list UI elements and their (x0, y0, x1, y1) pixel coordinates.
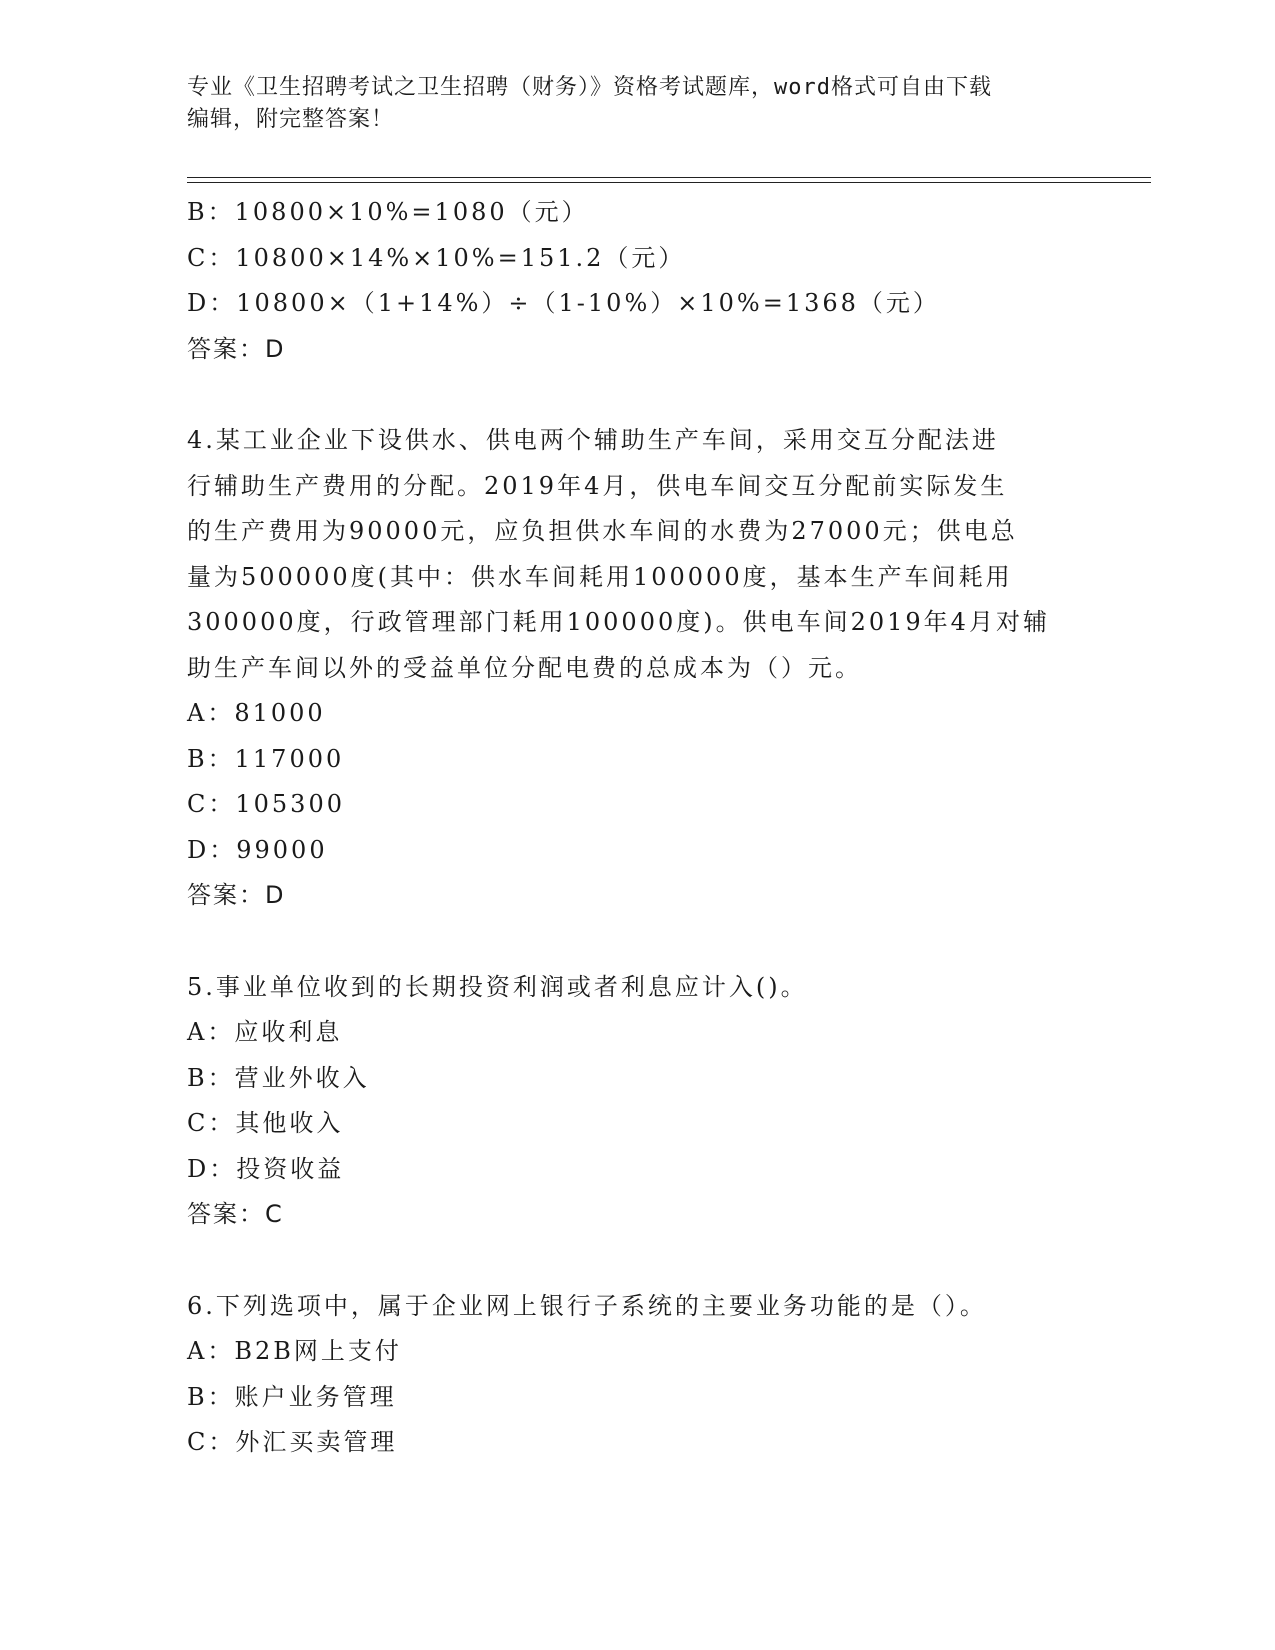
question-stem-line: 行辅助生产费用的分配。2019年4月，供电车间交互分配前实际发生 (187, 471, 1008, 500)
header-line-2: 编辑，附完整答案！ (187, 107, 395, 132)
option-c: C：105300 (187, 790, 345, 818)
question-4 (187, 418, 1087, 919)
answer: 答案：D (187, 334, 286, 363)
option-b: B：10800×10%=1080（元） (187, 198, 589, 226)
spacer (187, 1238, 1087, 1284)
option-d: D：99000 (187, 835, 328, 864)
question-stem-line: 300000度，行政管理部门耗用100000度)。供电车间2019年4月对辅 (187, 608, 1050, 636)
header-divider-top (187, 177, 1151, 178)
question-3-tail (187, 190, 1087, 372)
header-divider-bottom (187, 182, 1151, 183)
option-a: A：B2B网上支付 (187, 1337, 402, 1365)
option-a: A：81000 (187, 699, 326, 727)
question-stem-line: 助生产车间以外的受益单位分配电费的总成本为（）元。 (187, 653, 862, 682)
question-stem-line: 的生产费用为90000元，应负担供水车间的水费为27000元；供电总 (187, 517, 1018, 545)
option-b: B：营业外收入 (187, 1063, 370, 1092)
answer: 答案：C (187, 1200, 284, 1228)
option-d: D：投资收益 (187, 1154, 345, 1183)
document-header (187, 72, 1087, 136)
question-content (187, 190, 1087, 1466)
spacer (187, 372, 1087, 418)
question-5 (187, 965, 1087, 1238)
question-stem: 5.事业单位收到的长期投资利润或者利息应计入()。 (187, 972, 808, 1001)
answer: 答案：D (187, 881, 286, 909)
question-stem-line: 量为500000度(其中：供水车间耗用100000度，基本生产车间耗用 (187, 562, 1013, 591)
option-c: C：外汇买卖管理 (187, 1428, 398, 1456)
spacer (187, 919, 1087, 965)
option-b: B：账户业务管理 (187, 1382, 397, 1411)
option-d: D：10800×（1+14%）÷（1-10%）×10%=1368（元） (187, 289, 940, 317)
header-line-1: 专业《卫生招聘考试之卫生招聘（财务）》资格考试题库，word格式可自由下载 (187, 75, 992, 100)
option-b: B：117000 (187, 744, 345, 773)
option-c: C：其他收入 (187, 1109, 344, 1137)
option-c: C：10800×14%×10%=151.2（元） (187, 243, 686, 272)
question-stem: 6.下列选项中，属于企业网上银行子系统的主要业务功能的是（）。 (187, 1291, 987, 1320)
question-stem-line: 4.某工业企业下设供水、供电两个辅助生产车间，采用交互分配法进 (187, 426, 999, 454)
option-a: A：应收利息 (187, 1018, 343, 1046)
question-6 (187, 1284, 1087, 1466)
